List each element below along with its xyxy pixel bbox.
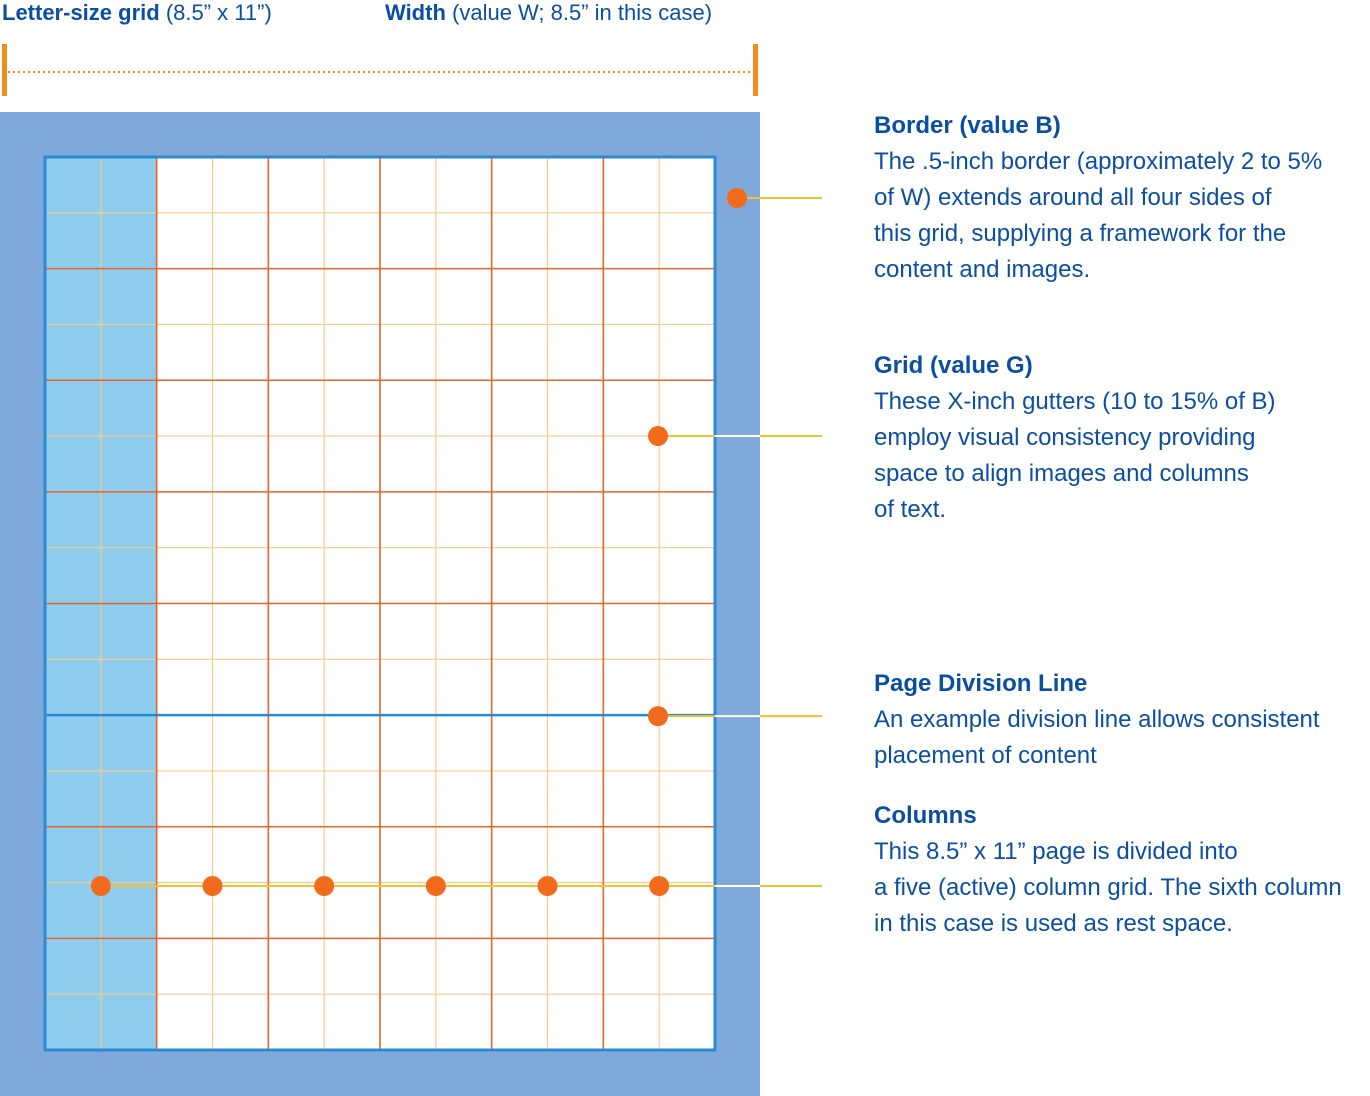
letter-size-grid-heading xyxy=(2,0,272,26)
division-annotation-title: Page Division Line xyxy=(874,670,1088,697)
column-marker xyxy=(314,876,334,896)
border-annotation-body: The .5-inch border (approximately 2 to 5% of W) extends around all four sides of this grid, supplying a framework for the content and images. xyxy=(874,148,1323,283)
width-left-tick xyxy=(2,44,7,96)
division-marker xyxy=(648,706,668,726)
grid-annotation-body: These X-inch gutters (10 to 15% of B) employ visual consistency providing space to align images and columns of text. xyxy=(874,388,1276,523)
division-annotation-body: An example division line allows consistent placement of content xyxy=(874,706,1320,769)
letter-size-grid-dimensions: (8.5” x 11”) xyxy=(159,0,272,25)
columns-annotation-title: Columns xyxy=(874,802,977,829)
letter-size-grid-label: Letter-size grid xyxy=(2,0,160,25)
division-annotation xyxy=(874,666,1370,774)
width-label: Width xyxy=(385,0,446,25)
border-annotation-title: Border (value B) xyxy=(874,112,1061,139)
column-marker xyxy=(203,876,223,896)
letter-grid-diagram xyxy=(0,112,830,1096)
column-marker xyxy=(91,876,111,896)
grid-annotation xyxy=(874,348,1370,528)
columns-annotation xyxy=(874,798,1370,942)
width-heading xyxy=(385,0,712,26)
width-indicator xyxy=(0,44,760,96)
column-marker xyxy=(649,876,669,896)
width-description: (value W; 8.5” in this case) xyxy=(445,0,713,25)
border-annotation xyxy=(874,108,1370,288)
columns-annotation-body: This 8.5” x 11” page is divided into a five (active) column grid. The sixth column in this case is used as rest space. xyxy=(874,838,1342,937)
column-marker xyxy=(538,876,558,896)
grid-annotation-title: Grid (value G) xyxy=(874,352,1033,379)
border-marker xyxy=(727,188,747,208)
width-right-tick xyxy=(753,44,758,96)
column-marker xyxy=(426,876,446,896)
grid-marker xyxy=(648,426,668,446)
